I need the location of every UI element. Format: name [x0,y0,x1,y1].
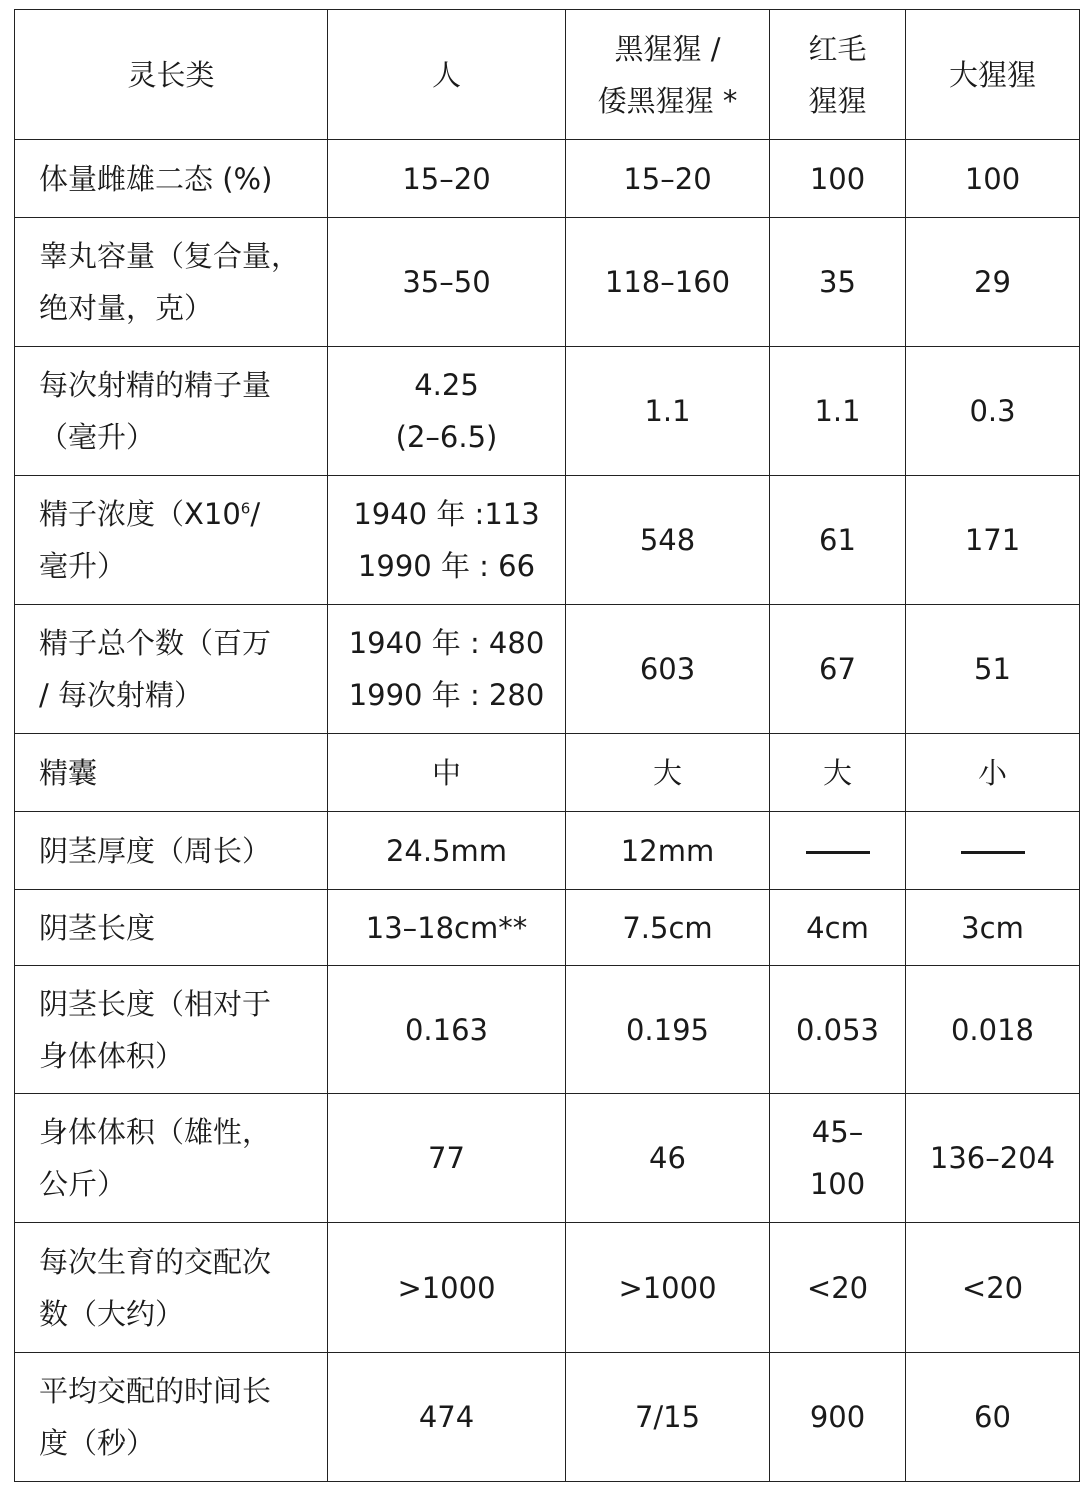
cell-chimp: 大 [566,734,770,812]
table-row [15,890,1080,966]
cell-gorilla: 29 [906,218,1080,347]
cell-gorilla: 100 [906,140,1080,218]
cell-human: 1940 年 :113 1990 年 : 66 [328,476,566,605]
row-label: 每次射精的精子量 （毫升） [15,347,328,476]
table-row [15,1094,1080,1223]
row-label: 精子浓度（$X10^6/$ 毫升） [15,476,328,605]
cell-human: 474 [328,1353,566,1482]
cell-chimp: 603 [566,605,770,734]
cell-orangutan: 35 [770,218,906,347]
cell-human: 35–50 [328,218,566,347]
cell-orangutan: 0.053 [770,966,906,1094]
cell-orangutan: 67 [770,605,906,734]
cell-orangutan: 1.1 [770,347,906,476]
header-primate: 灵长类 [15,10,328,140]
table-row [15,1353,1080,1482]
cell-chimp: 7/15 [566,1353,770,1482]
cell-human: 77 [328,1094,566,1223]
cell-human: 0.163 [328,966,566,1094]
dash-icon [806,851,870,854]
table-row [15,734,1080,812]
cell-orangutan: 61 [770,476,906,605]
cell-gorilla: 小 [906,734,1080,812]
row-label: 每次生育的交配次 数（大约） [15,1223,328,1353]
dash-icon [961,851,1025,854]
cell-orangutan: 45– 100 [770,1094,906,1223]
table-row [15,1223,1080,1353]
cell-chimp: 7.5cm [566,890,770,966]
cell-orangutan: <20 [770,1223,906,1353]
cell-orangutan: 100 [770,140,906,218]
header-human: 人 [328,10,566,140]
cell-human: 1940 年 : 480 1990 年 : 280 [328,605,566,734]
table-row [15,605,1080,734]
cell-chimp: 548 [566,476,770,605]
cell-chimp: 118–160 [566,218,770,347]
cell-gorilla: 60 [906,1353,1080,1482]
cell-gorilla: 136–204 [906,1094,1080,1223]
row-label: 精子总个数（百万 / 每次射精） [15,605,328,734]
cell-orangutan: 4cm [770,890,906,966]
cell-chimp: 46 [566,1094,770,1223]
cell-human: >1000 [328,1223,566,1353]
cell-orangutan [770,812,906,890]
cell-chimp: 15–20 [566,140,770,218]
row-label: 身体体积（雄性， 公斤） [15,1094,328,1223]
cell-chimp: 0.195 [566,966,770,1094]
cell-orangutan: 900 [770,1353,906,1482]
cell-gorilla [906,812,1080,890]
table-row [15,812,1080,890]
table-row [15,476,1080,605]
header-orangutan: 红毛 猩猩 [770,10,906,140]
cell-human: 13–18cm** [328,890,566,966]
row-label: 睾丸容量（复合量， 绝对量，克） [15,218,328,347]
row-label: 阴茎长度（相对于 身体体积） [15,966,328,1094]
table-row [15,140,1080,218]
cell-human: 中 [328,734,566,812]
table-row [15,218,1080,347]
cell-gorilla: 0.3 [906,347,1080,476]
row-label: 阴茎厚度（周长） [15,812,328,890]
cell-human: 24.5mm [328,812,566,890]
cell-gorilla: 51 [906,605,1080,734]
cell-chimp: 12mm [566,812,770,890]
cell-orangutan: 大 [770,734,906,812]
cell-human: 4.25 (2–6.5) [328,347,566,476]
header-row [15,10,1080,140]
cell-gorilla: 3cm [906,890,1080,966]
primate-comparison-table [14,9,1080,1482]
row-label: 平均交配的时间长 度（秒） [15,1353,328,1482]
row-label: 体量雌雄二态 (%) [15,140,328,218]
table-row [15,347,1080,476]
cell-gorilla: 0.018 [906,966,1080,1094]
cell-chimp: 1.1 [566,347,770,476]
cell-chimp: >1000 [566,1223,770,1353]
row-label: 阴茎长度 [15,890,328,966]
cell-gorilla: <20 [906,1223,1080,1353]
table-row [15,966,1080,1094]
cell-human: 15–20 [328,140,566,218]
header-chimp: 黑猩猩 / 倭黑猩猩 * [566,10,770,140]
cell-gorilla: 171 [906,476,1080,605]
row-label: 精囊 [15,734,328,812]
header-gorilla: 大猩猩 [906,10,1080,140]
